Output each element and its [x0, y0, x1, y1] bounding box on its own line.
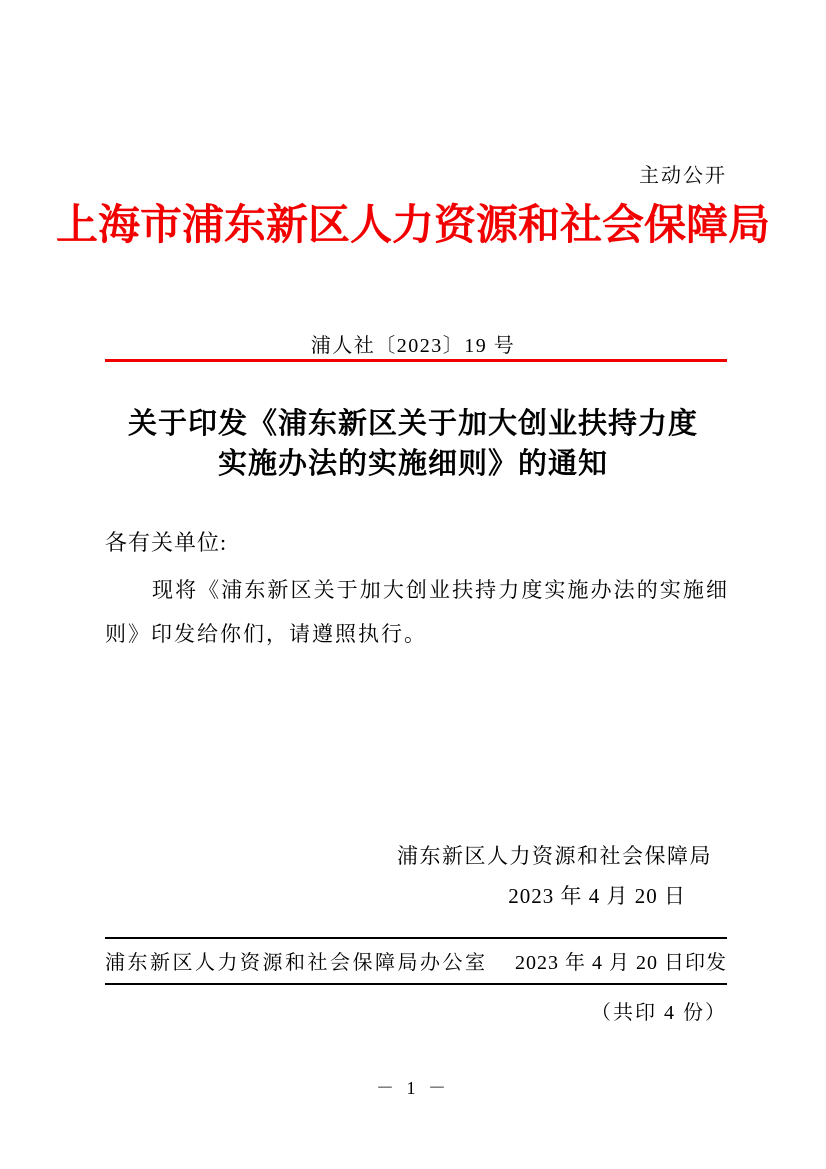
- notice-title: [0, 404, 826, 484]
- issuance-footer: [105, 937, 727, 1025]
- issuing-office: 浦东新区人力资源和社会保障局办公室: [105, 952, 488, 974]
- signature-date: 2023 年 4 月 20 日: [508, 884, 686, 908]
- page-number: － 1 －: [376, 1078, 450, 1098]
- signature-organization: 浦东新区人力资源和社会保障局: [397, 844, 712, 868]
- notice-title-line1: 关于印发《浦东新区关于加大创业扶持力度: [127, 408, 698, 440]
- copies-note: （共印 4 份）: [591, 1002, 727, 1024]
- document-number: 浦人社〔2023〕19 号: [310, 335, 516, 357]
- body-paragraph: 现将《浦东新区关于加大创业扶持力度实施办法的实施细则》印发给你们，请遵照执行。: [105, 578, 729, 646]
- print-date: 2023 年 4 月 20 日印发: [515, 952, 727, 974]
- disclosure-label: 主动公开: [639, 165, 727, 187]
- issuance-row: [105, 937, 727, 985]
- notice-title-line2: 实施办法的实施细则》的通知: [217, 448, 608, 480]
- agency-masthead: 上海市浦东新区人力资源和社会保障局: [55, 203, 770, 249]
- signature-block: [397, 836, 712, 916]
- salutation: 各有关单位:: [105, 530, 228, 555]
- red-separator-rule: [105, 359, 727, 362]
